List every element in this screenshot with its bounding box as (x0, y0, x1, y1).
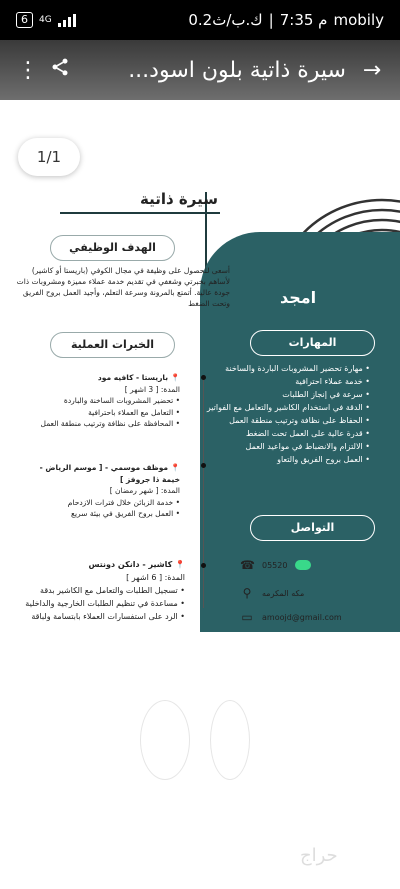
timeline-dot (201, 463, 206, 468)
job-duration: المدة: [ شهر رمضان ] (109, 486, 180, 495)
bottom-arc-decor (140, 700, 190, 780)
job-bullet: • الرد على استفسارات العملاء بابتسامة ولباقة (15, 610, 185, 623)
watermark-logo: حراج (300, 845, 338, 866)
phone-number: 05520 (262, 560, 288, 570)
candidate-name: امجد (280, 288, 317, 307)
top-app-bar (0, 40, 400, 100)
job-entry (20, 372, 180, 430)
more-vert-icon[interactable]: ⋮ (17, 57, 39, 83)
job-bullets (20, 395, 180, 430)
contact-heading: التواصل (250, 515, 375, 541)
contact-phone (240, 558, 311, 572)
skill-item: • الدقة في استخدام الكاشير والتعامل مع الفواتير (205, 401, 370, 414)
resume-title: سيرة ذاتية (140, 190, 218, 208)
divider-text: | (268, 11, 274, 29)
phone-icon: ☎ (240, 558, 255, 572)
skill-item: • مهارة تحضير المشروبات الباردة والساخنة (205, 362, 370, 375)
skills-heading: المهارات (250, 330, 375, 356)
signal-icon (58, 13, 76, 27)
job-bullet: • مساعدة في تنظيم الطلبات الخارجية والداخلية (15, 597, 185, 610)
job-entry (15, 558, 185, 623)
page-counter: 1/1 (18, 138, 80, 176)
skill-item: • العمل بروح الفريق والتعاو (205, 453, 370, 466)
job-bullet: • التعامل مع العملاء باحترافية (20, 407, 180, 419)
status-right (188, 11, 384, 29)
battery-icon: 6 (16, 12, 33, 28)
job-bullet: • تسجيل الطلبات والتعامل مع الكاشير بدقة (15, 584, 185, 597)
document-title: سيرة ذاتية بلون اسود... (128, 57, 346, 83)
status-bar (0, 0, 400, 40)
skill-item: • الالتزام والانضباط في مواعيد العمل (205, 440, 370, 453)
skills-list (205, 362, 370, 466)
timeline-dot (201, 563, 206, 568)
job-title: 📍 موظف موسمي - [ موسم الرياض - خيمة ذا جروفز ] (39, 463, 180, 484)
clock: 7:35 م (279, 11, 328, 29)
job-duration: المدة: [ 6 اشهر ] (126, 573, 185, 582)
arrow-right-icon[interactable]: → (362, 57, 382, 83)
title-rule (60, 212, 220, 214)
experience-heading: الخبرات العملية (50, 332, 175, 358)
timeline-line (203, 378, 204, 608)
skill-item: • قدرة عالية على العمل تحت الضغط (205, 427, 370, 440)
job-title: 📍 باريستا - كافيه مود (97, 373, 180, 382)
document-viewer[interactable] (0, 100, 400, 889)
job-bullet: • المحافظة على نظافة وترتيب منطقة العمل (20, 418, 180, 430)
contact-email (240, 610, 342, 624)
objective-text: أسعى للحصول على وظيفة في مجال الكوفي (باريستا أو كاشير) لأساهم بخبرتي وشغفي في تقديم خدمة عملاء مميزة ومشروبات ذات جودة عالية. أتمتع بالمرونة وسرعة التعلم، وأجيد العمل بروح الفريق وتحت الضغط (16, 266, 230, 308)
job-bullets (20, 497, 180, 520)
skill-item: • خدمة عملاء احترافية (205, 375, 370, 388)
timeline-dot (201, 375, 206, 380)
data-rate: 0.2ك.ب/ث (188, 11, 263, 29)
share-icon[interactable] (44, 57, 76, 83)
job-bullet: • تحضير المشروبات الساخنة والباردة (20, 395, 180, 407)
job-bullet: • خدمة الزبائن خلال فترات الازدحام (20, 497, 180, 509)
laptop-icon: ▭ (241, 610, 253, 624)
location-text: مكه المكرمه (262, 588, 305, 598)
job-bullets (15, 584, 185, 623)
skill-item: • سرعة في إنجاز الطلبات (205, 388, 370, 401)
job-entry (20, 462, 180, 520)
skill-item: • الحفاظ على نظافة وترتيب منطقة العمل (205, 414, 370, 427)
carrier: mobily (333, 11, 384, 29)
job-duration: المدة: [ 3 اشهر ] (124, 384, 180, 394)
phone-redaction (295, 560, 311, 570)
objective-heading: الهدف الوظيفي (50, 235, 175, 261)
status-left (16, 12, 76, 28)
contact-location (240, 586, 304, 600)
job-title: 📍 كاشير - دانكن دونتس (88, 560, 185, 569)
job-bullet: • العمل بروح الفريق في بيئة سريع (20, 508, 180, 520)
location-pin-icon: ⚲ (242, 586, 252, 600)
network-type: 4G (39, 14, 52, 25)
email-text: amoojd@gmail.com (262, 612, 342, 622)
bottom-arc-decor (210, 700, 250, 780)
